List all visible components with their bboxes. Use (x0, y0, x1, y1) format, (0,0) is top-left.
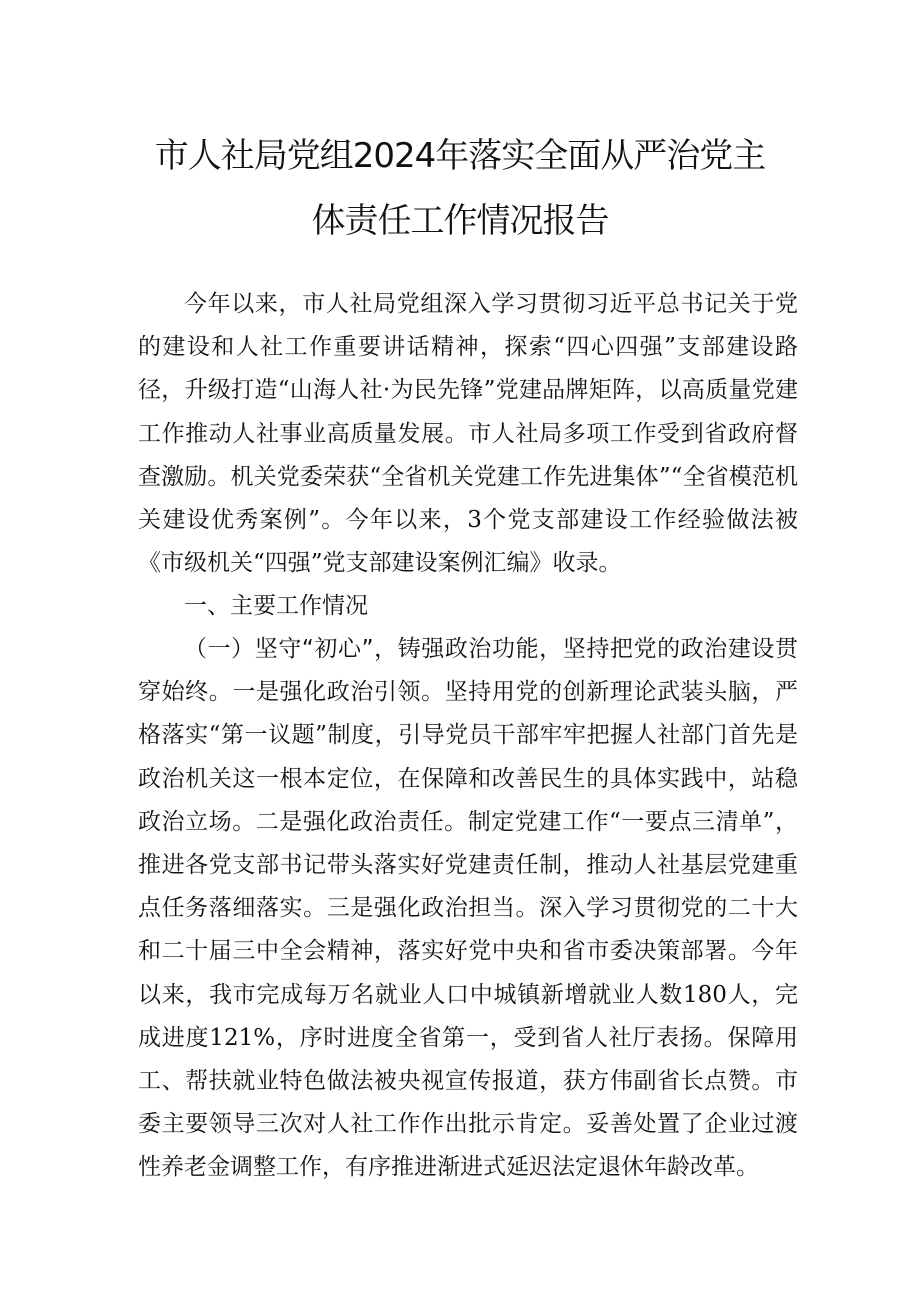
document-title-line-2: 体责任工作情况报告 (311, 201, 609, 241)
intro-paragraph: 今年以来，市人社局党组深入学习贯彻习近平总书记关于党的建设和人社工作重要讲话精神，探索“四心四强”支部建设路径，升级打造“山海人社·为民先锋”党建品牌矩阵，以高质量党建工作推动人社事业高质量发展。市人社局多项工作受到省政府督查激励。机关党委荣获“全省机关党建工作先进集体”“全省模范机关建设优秀案例”。今年以来，3个党支部建设工作经验做法被《市级机关“四强”党支部建设案例汇编》收录。 (138, 291, 798, 577)
document-title-line-1: 市人社局党组2024年落实全面从严治党主 (154, 136, 766, 176)
subsection-paragraph (138, 628, 798, 1190)
subsection-body-text: 设贯穿始终。一是强化政治引领。坚持用党的创新理论武装头脑，严格落实“第一议题”制度，引导党员干部牢牢把握人社部门首先是政治机关这一根本定位，在保障和改善民生的具体实践中，站稳政治立场。二是强化政治责任。制定党建工作“一要点三清单”，推进各党支部书记带头落实好党建责任制，推动人社基层党建重点任务落细落实。三是强化政治担当。深入学习贯彻党的二十大和二十届三中全会精神，落实好党中央和省市委决策部署。今年以来，我市完成每万名就业人口中城镇新增就业人数180人，完成进度121%，序时进度全省第一，受到省人社厅表扬。保障用工、帮扶就业特色做法被央视宣传报道，获方伟副省长点赞。市委主要领导三次对人社工作作出批示肯定。妥善处置了企业过渡性养老金调整工作，有序推进渐进式延迟法定退休年龄改革。 (138, 636, 798, 1181)
section-heading-main-work: 一、主要工作情况 (184, 593, 368, 619)
subsection-heading: （一）坚守“初心”，铸强政治功能，坚持把党的政治建 (184, 636, 752, 662)
